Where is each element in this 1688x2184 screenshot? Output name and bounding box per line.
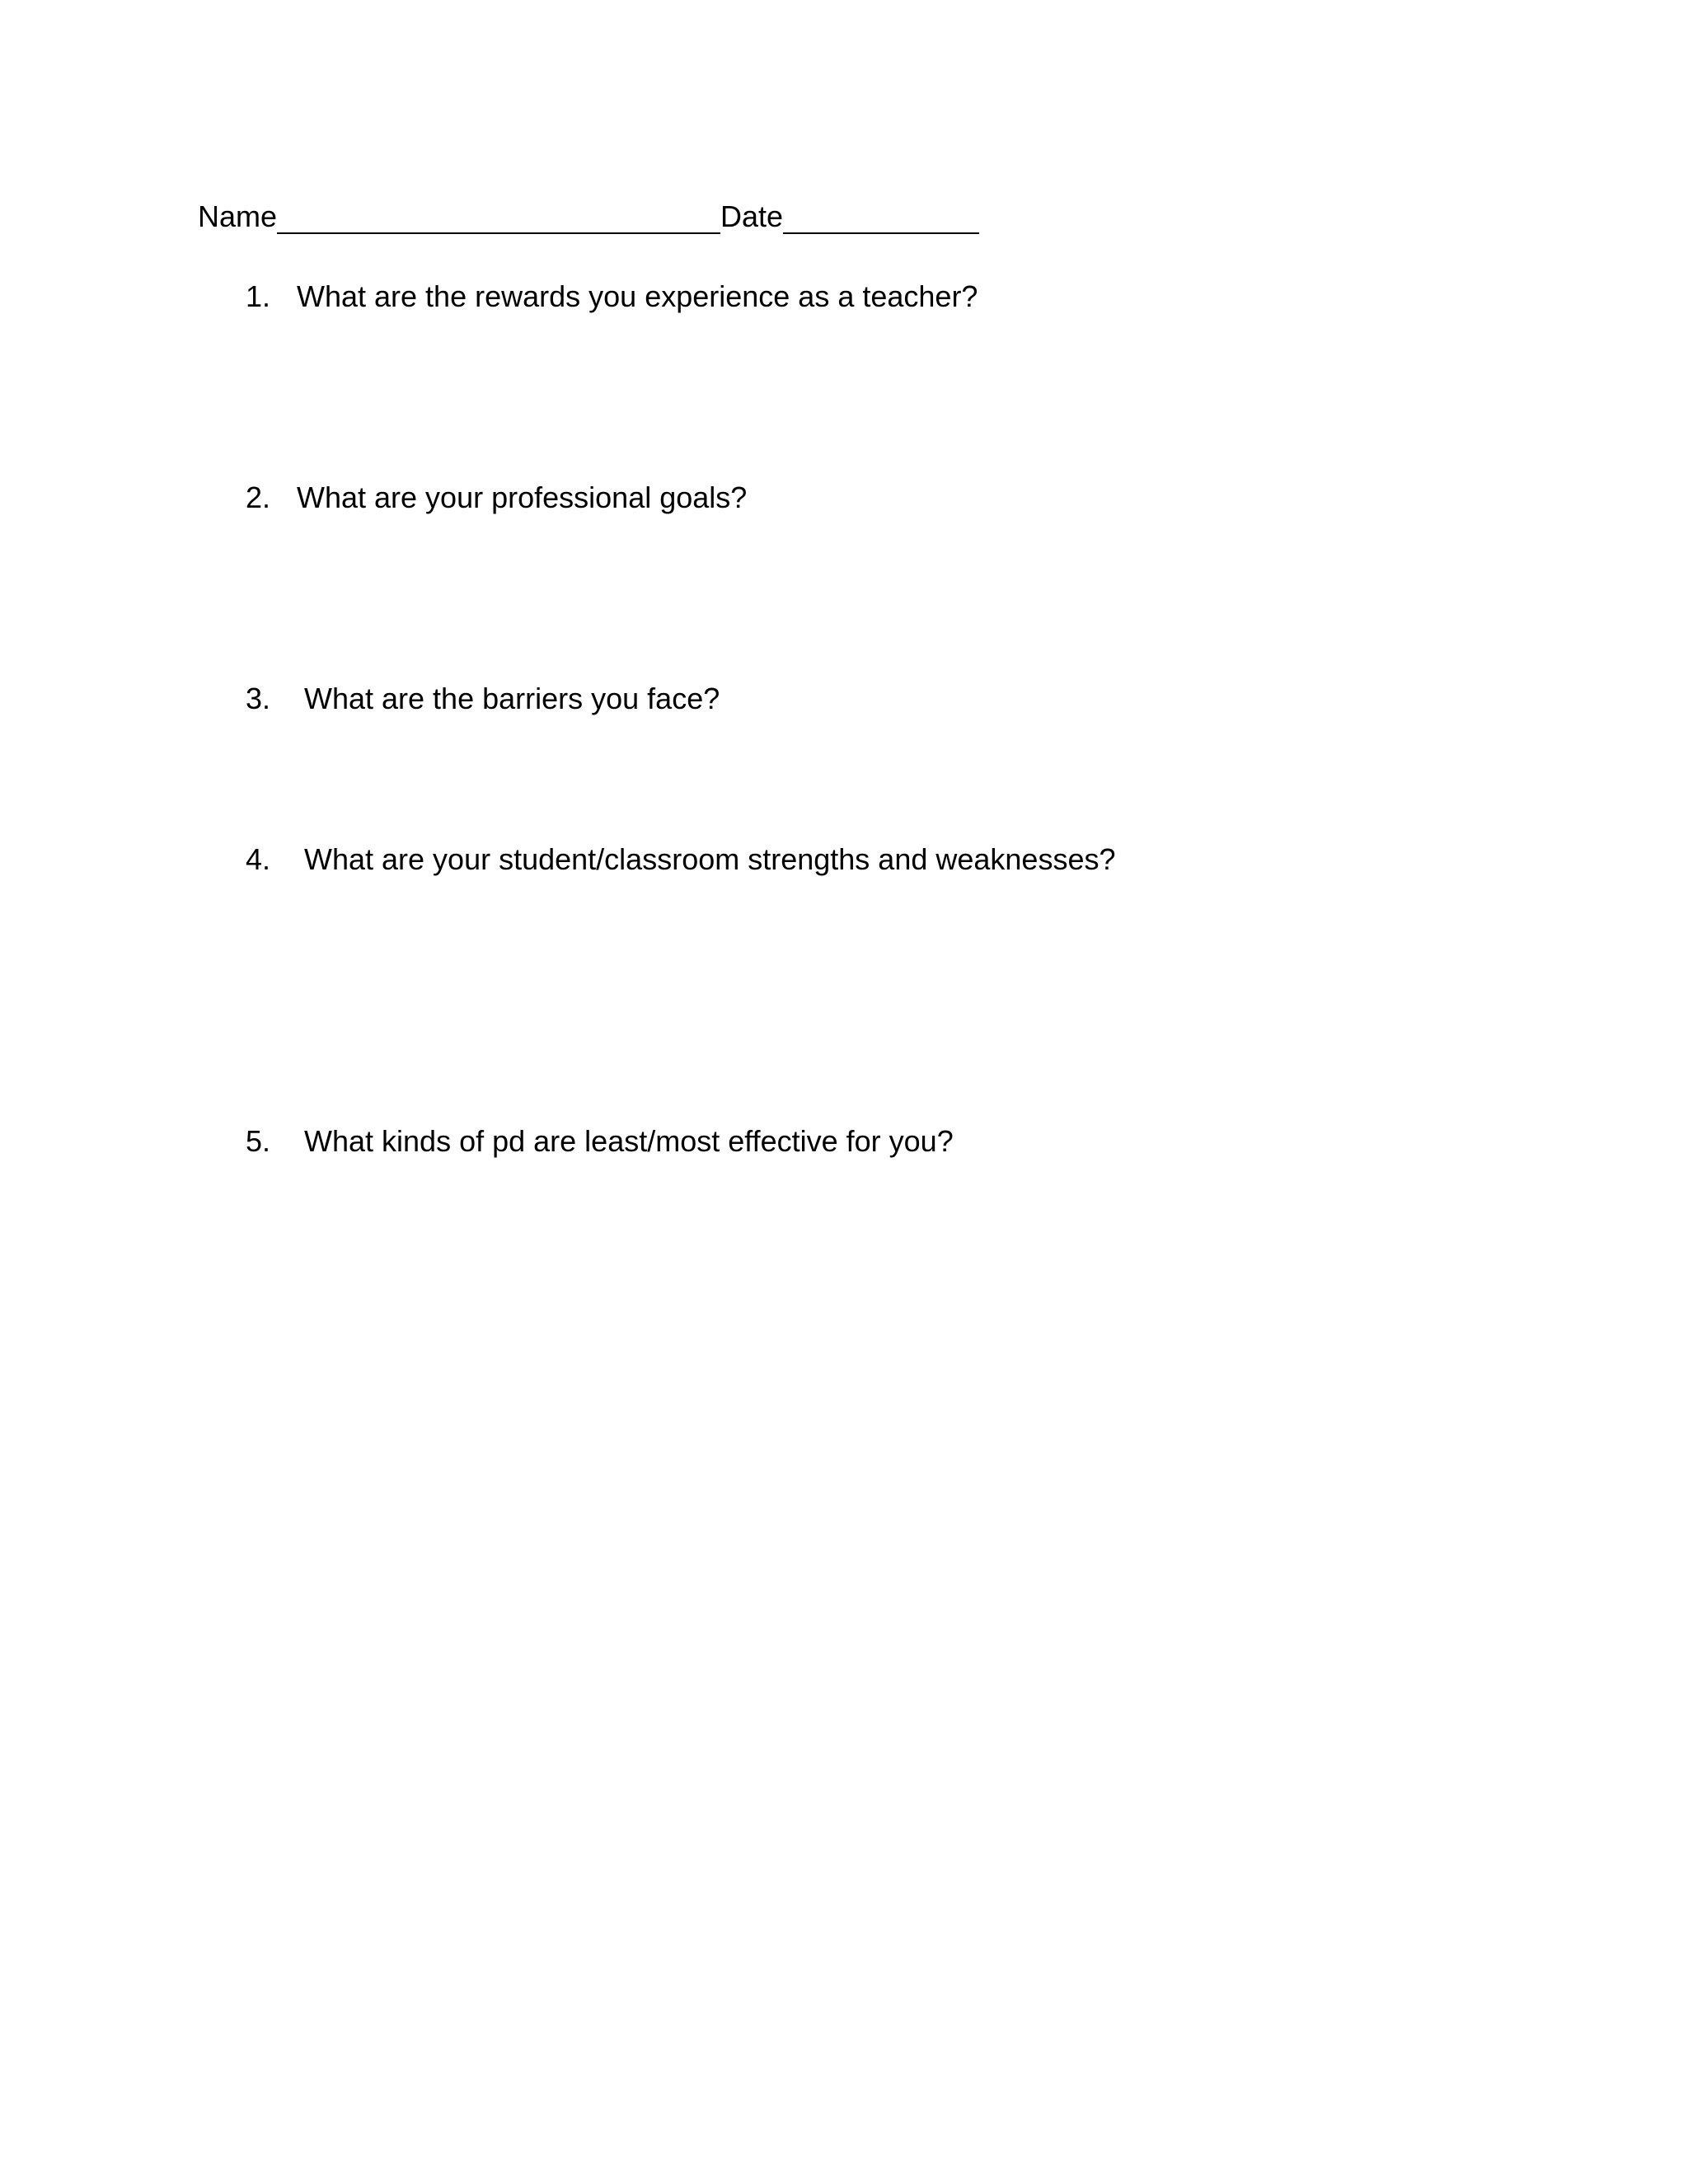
question-number: 3. (246, 682, 271, 715)
name-date-header (198, 196, 979, 237)
date-blank-line (783, 201, 979, 234)
question-text: What are the rewards you experience as a teacher? (297, 279, 978, 313)
question-number: 5. (246, 1124, 271, 1158)
question-number: 4. (246, 842, 271, 876)
question-number: 1. (246, 279, 271, 313)
question-text: What are your professional goals? (297, 480, 748, 514)
question-text: What are your student/classroom strengths and weaknesses? (304, 842, 1116, 876)
name-label: Name (198, 199, 278, 233)
question-number: 2. (246, 480, 271, 514)
question-text: What kinds of pd are least/most effective for you? (304, 1124, 954, 1158)
question-text: What are the barriers you face? (304, 682, 720, 715)
name-blank-line (277, 201, 720, 234)
date-label: Date (720, 199, 784, 233)
